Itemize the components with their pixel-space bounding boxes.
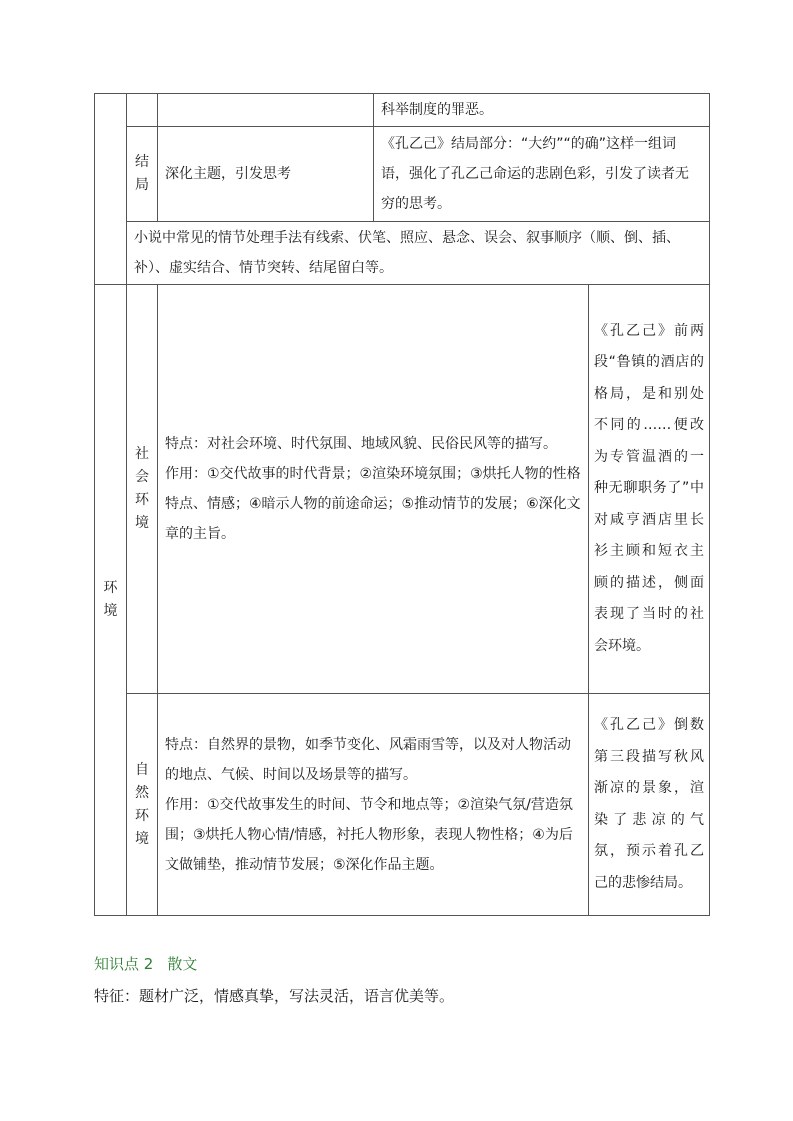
empty-category-cell [95, 94, 127, 285]
social-env-feature: 特点：对社会环境、时代氛围、地域风貌、民俗民风等的描写。 [165, 436, 557, 452]
table-row [95, 94, 710, 127]
natural-env-label: 自然环境 [135, 761, 149, 847]
ending-label: 结局 [135, 154, 149, 193]
ending-label-cell [127, 127, 158, 222]
social-env-function: 作用：①交代故事的时代背景；②渲染环境氛围；③烘托人物的性格特点、情感；④暗示人物的前途命运；⑤推动情节的发展；⑥深化文章的主旨。 [165, 466, 581, 542]
environment-label-cell [95, 285, 127, 916]
natural-env-function: 作用：①交代故事发生的时间、节令和地点等；②渲染气氛/营造氛围；③烘托人物心情/情感，衬托人物形象，表现人物性格；④为后文做铺垫，推动情节发展；⑤深化作品主题。 [165, 796, 573, 873]
knowledge-point-heading [94, 953, 197, 974]
table-row [95, 285, 710, 694]
table-row [95, 222, 710, 285]
table-row [95, 127, 710, 222]
knowledge-point-label: 知识点 2 [94, 955, 154, 973]
environment-label: 环境 [103, 580, 118, 619]
empty-sub-cell [127, 94, 158, 127]
social-env-example: 《孔乙己》前两段“鲁镇的酒店的格局，是和别处不同的……便改为专管温酒的一种无聊职务了”中对咸亨酒店里长衫主顾和短衣主顾的描述，侧面表现了当时的社会环境。 [589, 285, 710, 694]
natural-env-feature: 特点：自然界的景物，如季节变化、风霜雨雪等，以及对人物活动的地点、气候、时间以及场景等的描写。 [165, 736, 571, 783]
table-row [95, 694, 710, 916]
social-env-label: 社会环境 [135, 446, 149, 531]
social-env-description [158, 285, 589, 694]
natural-env-description [158, 694, 589, 916]
prose-features: 特征：题材广泛，情感真挚，写法灵活，语言优美等。 [94, 987, 455, 1005]
ending-function: 深化主题，引发思考 [158, 127, 374, 222]
natural-env-example: 《孔乙己》倒数第三段描写秋风渐凉的景象，渲染了悲凉的气氛，预示着孔乙己的悲惨结局。 [589, 694, 710, 916]
ending-example: 《孔乙己》结局部分：“大约”“的确”这样一组词语，强化了孔乙己命运的悲剧色彩，引发了读者无穷的思考。 [374, 127, 710, 222]
social-label-cell [127, 285, 158, 694]
continuation-text: 科举制度的罪恶。 [374, 94, 710, 127]
natural-label-cell [127, 694, 158, 916]
plot-techniques: 小说中常见的情节处理手法有线索、伏笔、照应、悬念、误会、叙事顺序（顺、倒、插、补）、虚实结合、情节突转、结尾留白等。 [127, 222, 710, 285]
content-table [94, 93, 710, 916]
knowledge-point-title: 散文 [167, 955, 198, 973]
empty-function-cell [158, 94, 374, 127]
